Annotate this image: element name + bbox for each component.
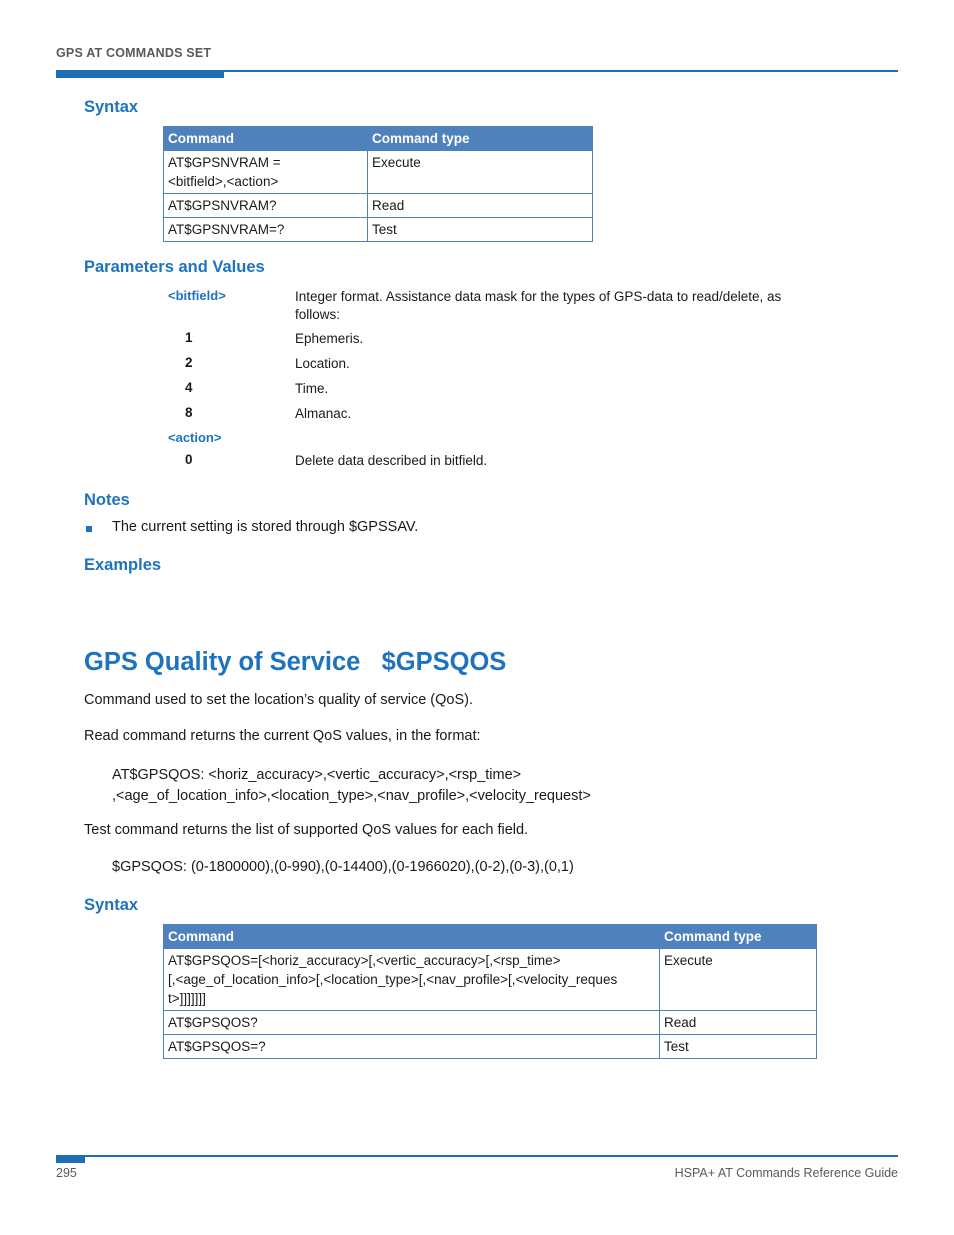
param-desc-line: follows: <box>295 307 341 322</box>
header-rule-accent <box>56 71 224 78</box>
running-header: GPS AT COMMANDS SET <box>56 46 212 60</box>
footer-rule <box>56 1155 898 1157</box>
examples-heading: Examples <box>84 556 162 574</box>
param-value: 4 <box>185 380 193 395</box>
command-type-cell: Test <box>368 218 593 242</box>
column-header-command: Command <box>164 127 368 151</box>
table-row <box>164 949 817 1011</box>
note-item: The current setting is stored through $GPSSAV. <box>112 519 419 535</box>
syntax-table-nvram <box>163 126 593 242</box>
bullet-icon <box>86 526 92 532</box>
table-row <box>164 1011 817 1035</box>
description-paragraph: Command used to set the location’s quality of service (QoS). <box>84 692 474 708</box>
column-header-command-type: Command type <box>660 925 817 949</box>
table-row <box>164 1035 817 1059</box>
notes-heading: Notes <box>84 491 130 509</box>
command-type-cell: Read <box>660 1011 817 1035</box>
syntax-heading: Syntax <box>84 98 139 116</box>
syntax-heading: Syntax <box>84 896 139 914</box>
param-value: 1 <box>185 330 193 345</box>
table-row <box>164 218 593 242</box>
param-bitfield-desc <box>295 288 855 324</box>
param-action-name: <action> <box>168 430 222 445</box>
command-text: t>]]]]]]] <box>168 991 206 1006</box>
page-number: 295 <box>56 1166 77 1180</box>
read-format <box>112 765 591 807</box>
param-desc-line: Integer format. Assistance data mask for the types of GPS-data to read/delete, as <box>295 289 782 304</box>
param-value-desc: Delete data described in bitfield. <box>295 453 488 468</box>
command-cell: AT$GPSNVRAM? <box>164 194 368 218</box>
document-title: HSPA+ AT Commands Reference Guide <box>674 1166 898 1180</box>
command-type-cell: Execute <box>660 949 817 1011</box>
command-cell: AT$GPSQOS? <box>164 1011 660 1035</box>
format-line: AT$GPSQOS: <horiz_accuracy>,<vertic_accuracy>,<rsp_time> <box>112 767 522 783</box>
command-type-cell: Test <box>660 1035 817 1059</box>
param-value-desc: Location. <box>295 356 350 371</box>
column-header-command-type: Command type <box>368 127 593 151</box>
command-cell <box>164 949 660 1011</box>
param-value: 8 <box>185 405 193 420</box>
command-cell: AT$GPSNVRAM=? <box>164 218 368 242</box>
command-text: AT$GPSQOS=[<horiz_accuracy>[,<vertic_accuracy>[,<rsp_time> <box>168 953 561 968</box>
parameters-heading: Parameters and Values <box>84 258 265 276</box>
section-title: GPS Quality of Service $GPSQOS <box>84 648 507 676</box>
description-paragraph: Test command returns the list of supported QoS values for each field. <box>84 822 529 838</box>
description-paragraph: Read command returns the current QoS values, in the format: <box>84 728 481 744</box>
syntax-table-qos <box>163 924 817 1059</box>
test-response: $GPSQOS: (0-1800000),(0-990),(0-14400),(0-1966020),(0-2),(0-3),(0,1) <box>112 859 574 875</box>
table-header-row <box>164 127 593 151</box>
format-line: ,<age_of_location_info>,<location_type>,<nav_profile>,<velocity_request> <box>112 788 591 804</box>
param-bitfield-name: <bitfield> <box>168 288 226 303</box>
table-header-row <box>164 925 817 949</box>
command-type-cell: Read <box>368 194 593 218</box>
command-cell <box>164 151 368 194</box>
param-value-desc: Time. <box>295 381 329 396</box>
command-cell: AT$GPSQOS=? <box>164 1035 660 1059</box>
param-value: 2 <box>185 355 193 370</box>
command-text: AT$GPSNVRAM = <box>168 155 281 170</box>
column-header-command: Command <box>164 925 660 949</box>
param-value: 0 <box>185 452 193 467</box>
table-row <box>164 194 593 218</box>
param-value-desc: Almanac. <box>295 406 352 421</box>
command-text: [,<age_of_location_info>[,<location_type>[,<nav_profile>[,<velocity_reques <box>168 972 618 987</box>
footer-rule-accent <box>56 1156 85 1163</box>
command-type-cell: Execute <box>368 151 593 194</box>
table-row <box>164 151 593 194</box>
command-text: <bitfield>,<action> <box>168 174 279 189</box>
param-value-desc: Ephemeris. <box>295 331 364 346</box>
